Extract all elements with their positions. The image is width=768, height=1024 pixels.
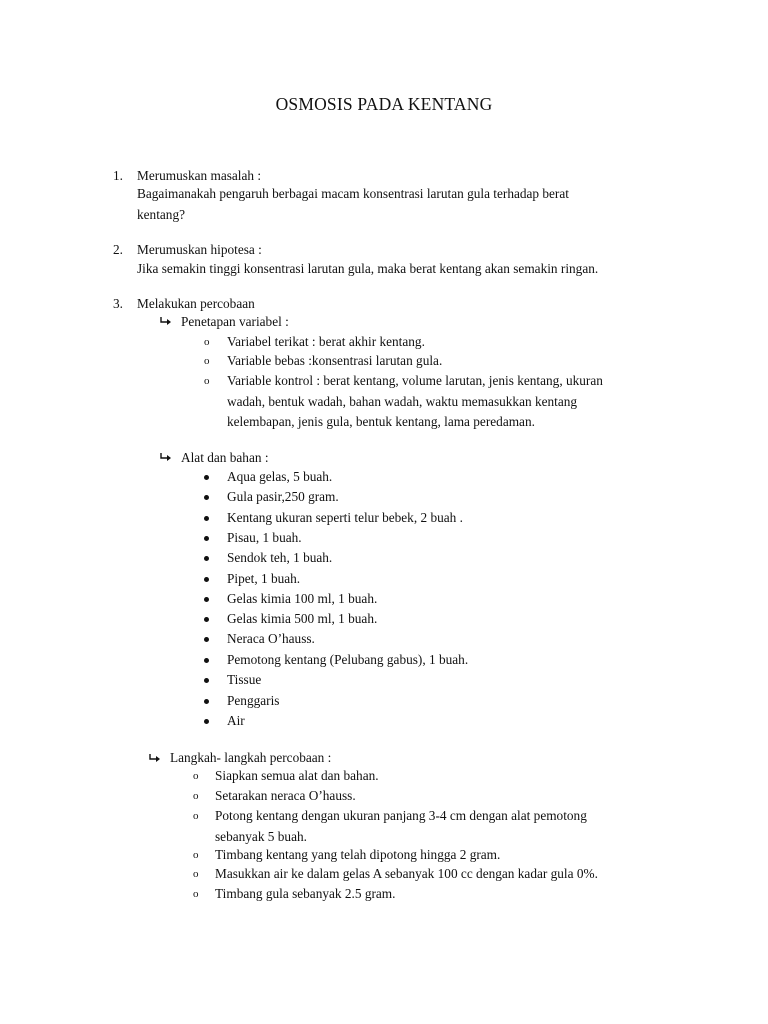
bullet-dot [204,719,209,724]
bullet-dot [204,475,209,480]
bullet-dot [204,637,209,642]
material-item: Neraca O’hauss. [227,631,315,646]
section-1-body-line: kentang? [137,207,185,222]
arrow-bullet-icon [148,753,162,765]
step-item: Timbang gula sebanyak 2.5 gram. [215,886,396,901]
sub-heading-langkah: Langkah- langkah percobaan : [170,750,332,765]
section-2-body-line: Jika semakin tinggi konsentrasi larutan gula, maka berat kentang akan semakin ringan. [137,261,599,276]
material-item: Kentang ukuran seperti telur bebek, 2 buah . [227,510,463,525]
bullet-dot [204,658,209,663]
bullet-dot [204,678,209,683]
section-1-heading: Merumuskan masalah : [137,168,262,183]
material-item: Air [227,713,245,728]
circle-marker: o [193,770,199,782]
step-item-continued: sebanyak 5 buah. [215,829,307,844]
bullet-dot [204,577,209,582]
section-2-heading: Merumuskan hipotesa : [137,242,262,257]
circle-marker: o [204,355,210,367]
bullet-dot [204,699,209,704]
sub-heading-alat-bahan: Alat dan bahan : [181,450,269,465]
circle-marker: o [193,868,199,880]
material-item: Gelas kimia 100 ml, 1 buah. [227,591,378,606]
circle-marker: o [193,810,199,822]
material-item: Aqua gelas, 5 buah. [227,469,333,484]
step-item: Timbang kentang yang telah dipotong hingga 2 gram. [215,847,501,862]
bullet-dot [204,556,209,561]
circle-marker: o [204,336,210,348]
step-item: Setarakan neraca O’hauss. [215,788,356,803]
material-item: Penggaris [227,693,280,708]
material-item: Gula pasir,250 gram. [227,489,339,504]
circle-marker: o [193,849,199,861]
material-item: Tissue [227,672,262,687]
variable-item-continued: wadah, bentuk wadah, bahan wadah, waktu memasukkan kentang [227,394,578,409]
bullet-dot [204,516,209,521]
bullet-dot [204,617,209,622]
circle-marker: o [204,375,210,387]
circle-marker: o [193,888,199,900]
variable-item: Variabel terikat : berat akhir kentang. [227,334,425,349]
section-1-body-line: Bagaimanakah pengaruh berbagai macam konsentrasi larutan gula terhadap berat [137,186,569,201]
material-item: Gelas kimia 500 ml, 1 buah. [227,611,378,626]
sub-heading-variabel: Penetapan variabel : [181,314,289,329]
section-3-number: 3. [113,296,123,311]
variable-item-continued: kelembapan, jenis gula, bentuk kentang, lama peredaman. [227,414,535,429]
section-2-number: 2. [113,242,123,257]
section-1-number: 1. [113,168,123,183]
page-title: OSMOSIS PADA KENTANG [275,94,493,114]
section-3-heading: Melakukan percobaan [137,296,255,311]
variable-item: Variable bebas :konsentrasi larutan gula. [227,353,443,368]
step-item: Masukkan air ke dalam gelas A sebanyak 100 cc dengan kadar gula 0%. [215,866,598,881]
step-item: Siapkan semua alat dan bahan. [215,768,379,783]
arrow-bullet-icon [159,452,173,464]
variable-item: Variable kontrol : berat kentang, volume larutan, jenis kentang, ukuran [227,373,603,388]
bullet-dot [204,495,209,500]
material-item: Sendok teh, 1 buah. [227,550,333,565]
material-item: Pemotong kentang (Pelubang gabus), 1 buah. [227,652,469,667]
arrow-bullet-icon [159,316,173,328]
bullet-dot [204,536,209,541]
circle-marker: o [193,790,199,802]
step-item: Potong kentang dengan ukuran panjang 3-4 cm dengan alat pemotong [215,808,587,823]
material-item: Pipet, 1 buah. [227,571,301,586]
material-item: Pisau, 1 buah. [227,530,302,545]
bullet-dot [204,597,209,602]
